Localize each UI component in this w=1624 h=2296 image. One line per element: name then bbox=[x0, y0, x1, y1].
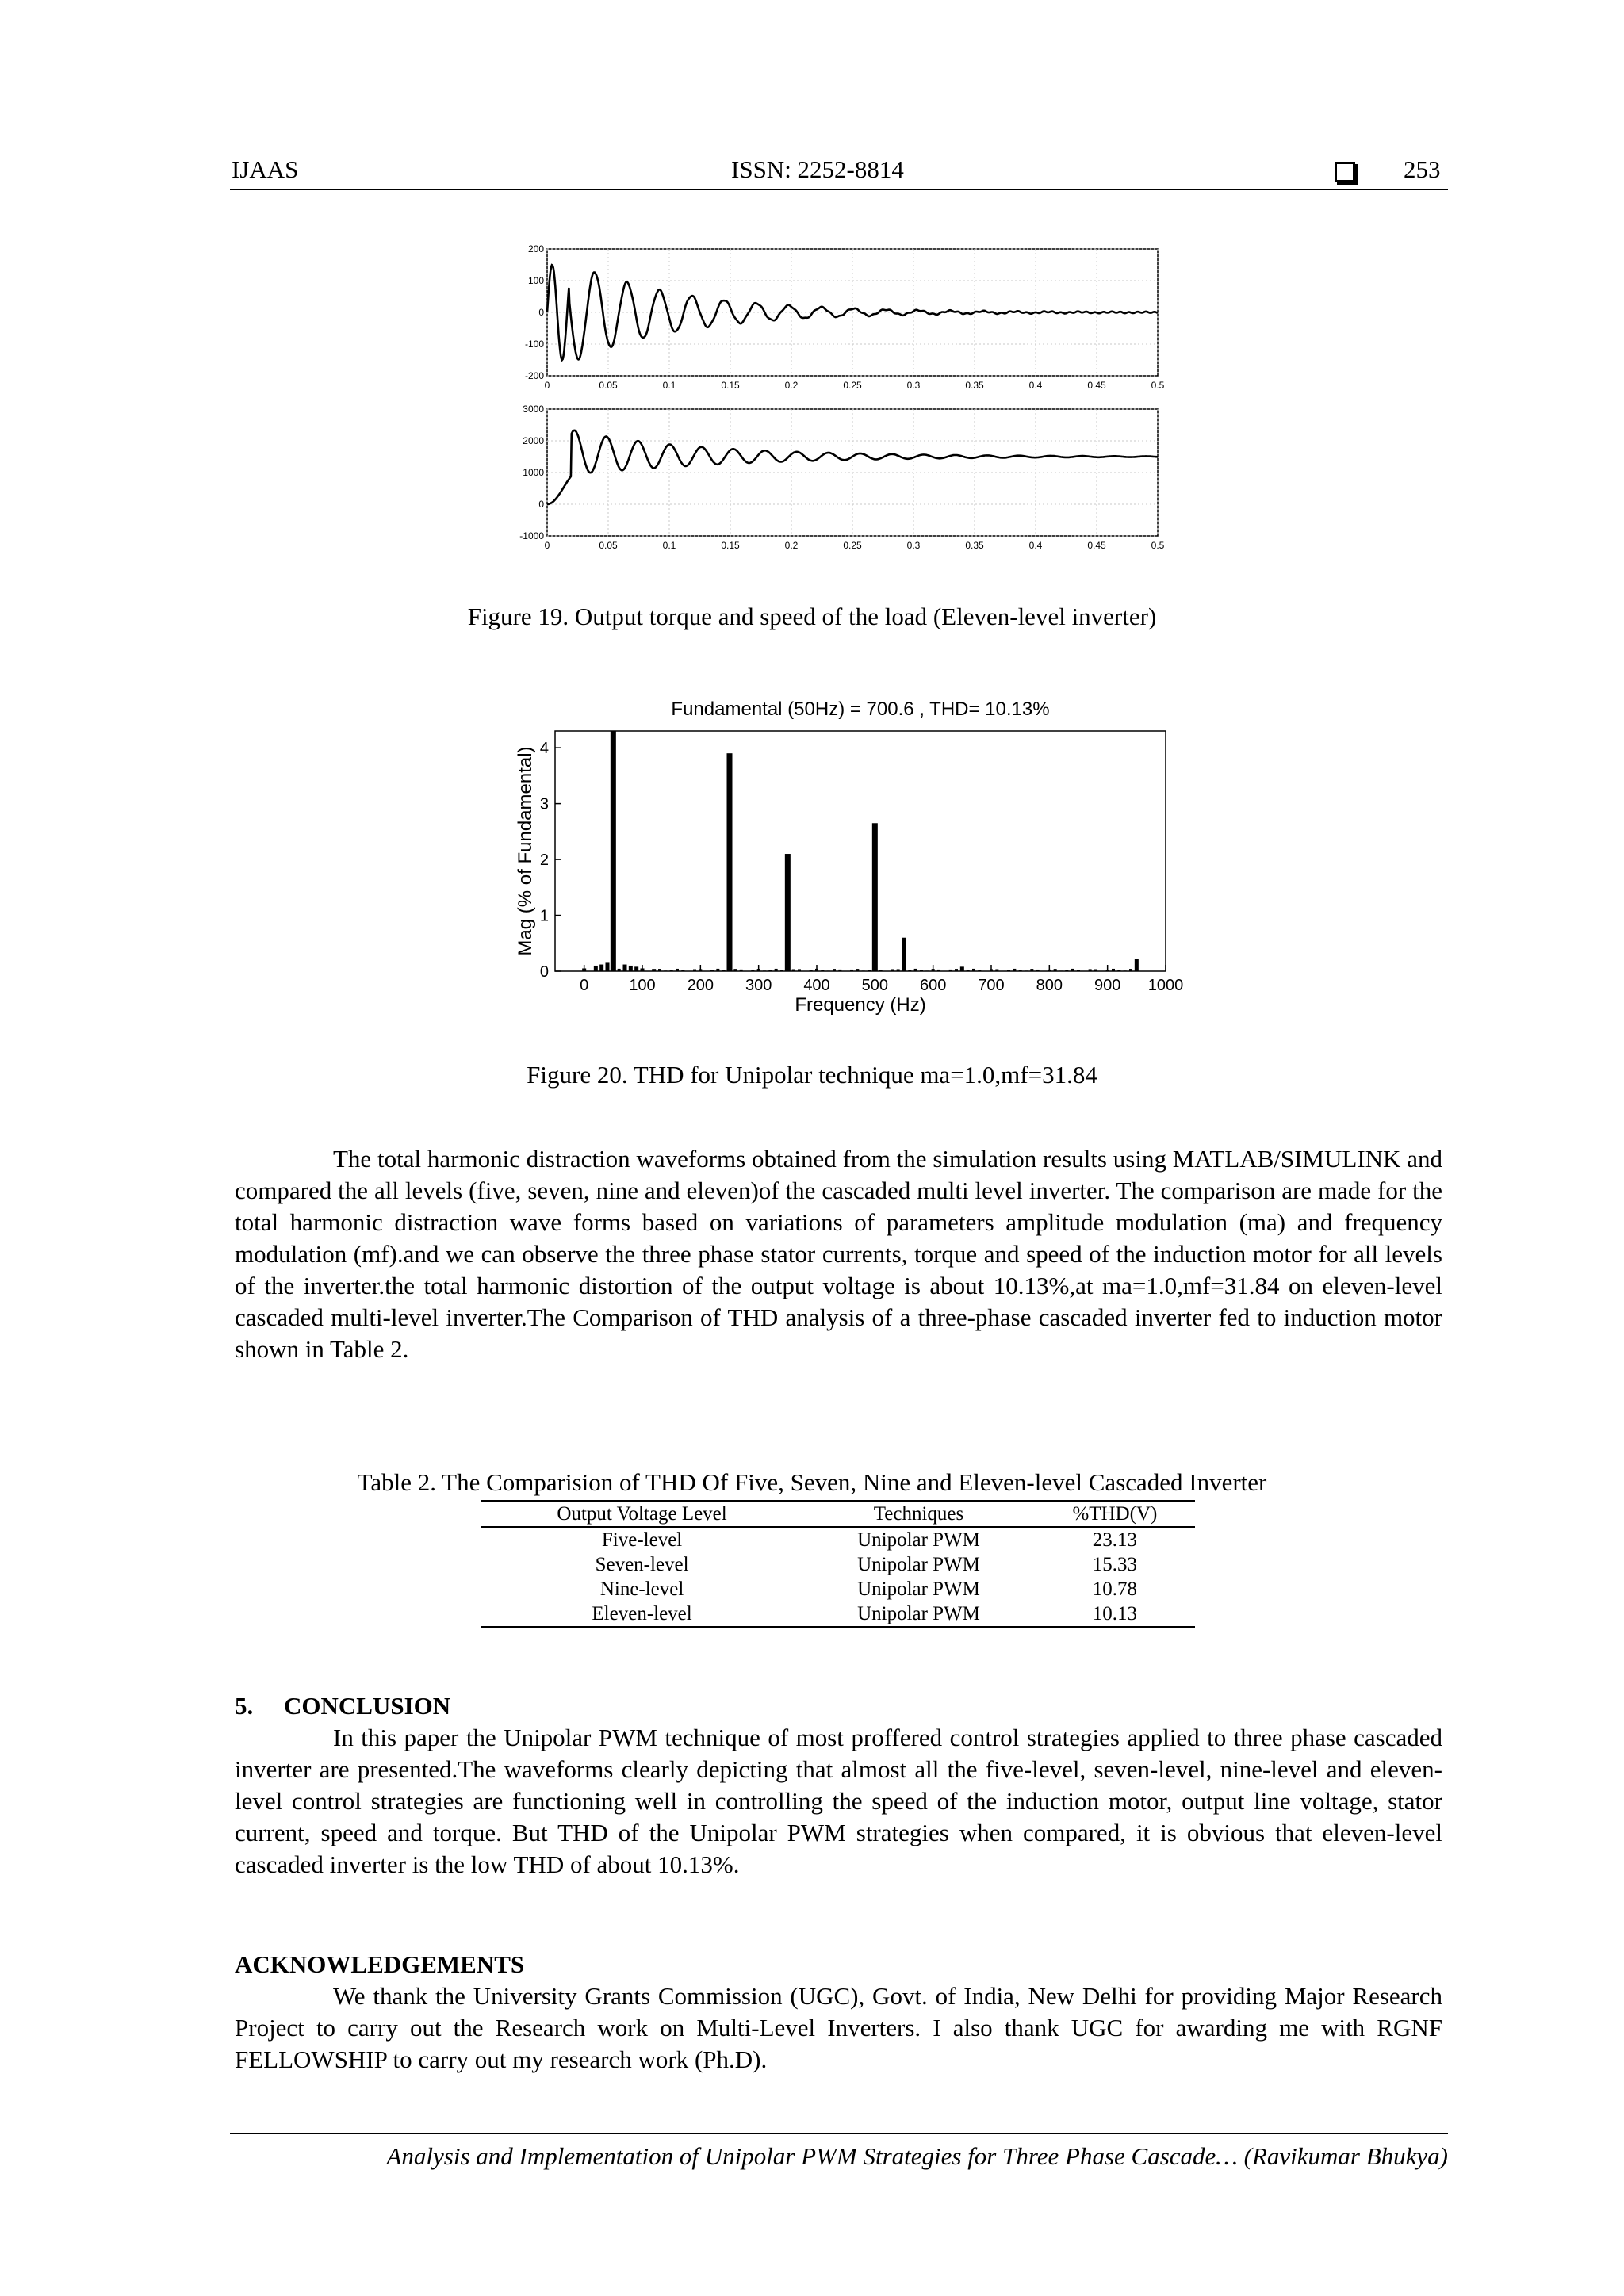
harmonic-bar-minor bbox=[1129, 969, 1132, 971]
y-tick-label: -1000 bbox=[519, 530, 544, 541]
x-tick-label: 0.5 bbox=[1151, 540, 1165, 551]
table-cell: 23.13 bbox=[1092, 1529, 1138, 1551]
thd-spectrum bbox=[515, 698, 1183, 1016]
harmonic-bar-minor bbox=[856, 969, 859, 971]
plot-frame bbox=[555, 731, 1166, 971]
x-tick-label: 300 bbox=[745, 977, 772, 994]
harmonic-bar bbox=[902, 938, 906, 971]
harmonic-bar-minor bbox=[716, 969, 719, 971]
y-tick-label: 0 bbox=[538, 307, 544, 318]
harmonic-bar-minor bbox=[751, 970, 754, 971]
table-cell: Eleven-level bbox=[481, 1601, 802, 1628]
journal-name: IJAAS bbox=[232, 155, 299, 183]
harmonic-bar-minor bbox=[798, 969, 801, 971]
harmonic-bar-minor bbox=[978, 970, 981, 971]
conclusion-paragraph bbox=[235, 1722, 1442, 1881]
table-row bbox=[481, 1601, 1195, 1628]
x-tick-label: 0.4 bbox=[1028, 540, 1043, 551]
harmonic-bar-minor bbox=[1106, 970, 1109, 971]
harmonic-bar-minor bbox=[815, 969, 818, 971]
x-tick-label: 0.05 bbox=[599, 380, 618, 391]
harmonic-bar-minor bbox=[827, 970, 830, 971]
table-cell: Seven-level bbox=[595, 1554, 689, 1575]
harmonic-bar bbox=[727, 753, 733, 971]
figure-19-caption: Figure 19. Output torque and speed of the load (Eleven-level inverter) bbox=[467, 603, 1157, 630]
harmonic-bar bbox=[629, 966, 633, 971]
x-tick-label: 0.3 bbox=[906, 540, 921, 551]
x-tick-label: 0.3 bbox=[906, 380, 921, 391]
harmonic-bar-minor bbox=[937, 970, 940, 971]
harmonic-bar-minor bbox=[681, 970, 684, 971]
x-tick-label: 0.15 bbox=[721, 540, 740, 551]
x-tick-label: 0.5 bbox=[1151, 380, 1165, 391]
harmonic-bar bbox=[599, 965, 603, 971]
issn: ISSN: 2252-8814 bbox=[731, 155, 904, 183]
x-tick-label: 700 bbox=[978, 977, 1005, 994]
table-header: %THD(V) bbox=[1035, 1501, 1195, 1527]
harmonic-bar-minor bbox=[967, 970, 970, 971]
x-tick-label: 1000 bbox=[1147, 977, 1184, 994]
harmonic-bar-minor bbox=[990, 969, 993, 971]
harmonic-bar-minor bbox=[658, 969, 661, 971]
table-2-caption: Table 2. The Comparision of THD Of Five, Seven, Nine and Eleven-level Cascaded Inverter bbox=[357, 1468, 1267, 1496]
harmonic-bar-minor bbox=[676, 969, 679, 971]
harmonic-bar-minor bbox=[908, 970, 911, 971]
harmonic-bar-minor bbox=[1030, 969, 1033, 971]
table-cell: 15.33 bbox=[1092, 1554, 1138, 1575]
x-tick-label: 0.45 bbox=[1087, 380, 1106, 391]
x-tick-label: 0.35 bbox=[965, 380, 984, 391]
y-tick-label: 0 bbox=[539, 963, 549, 981]
y-axis-label: Mag (% of Fundamental) bbox=[515, 746, 536, 956]
figure-20-caption: Figure 20. THD for Unipolar technique ma=1.0,mf=31.84 bbox=[527, 1061, 1097, 1089]
x-tick-label: 0 bbox=[544, 380, 550, 391]
harmonic-bar-minor bbox=[1089, 969, 1092, 971]
x-tick-label: 100 bbox=[629, 977, 656, 994]
harmonic-bar-minor bbox=[1117, 970, 1120, 971]
harmonic-bar-minor bbox=[850, 970, 853, 971]
harmonic-bar-minor bbox=[768, 970, 772, 971]
harmonic-bar-minor bbox=[862, 970, 865, 971]
x-tick-label: 0 bbox=[580, 977, 589, 994]
y-tick-label: 1000 bbox=[523, 467, 544, 478]
y-tick-label: -100 bbox=[524, 339, 544, 350]
harmonic-bar-minor bbox=[763, 970, 766, 971]
harmonic-bar-minor bbox=[792, 970, 795, 971]
x-tick-label: 0.2 bbox=[784, 380, 799, 391]
harmonic-bar-minor bbox=[1065, 970, 1068, 971]
conclusion-heading: 5. CONCLUSION bbox=[235, 1692, 451, 1720]
y-tick-label: 2 bbox=[539, 851, 549, 870]
harmonic-bar bbox=[582, 968, 586, 971]
harmonic-bar-minor bbox=[925, 970, 929, 971]
harmonic-bar-minor bbox=[710, 970, 714, 971]
x-tick-label: 0.1 bbox=[662, 380, 676, 391]
x-tick-label: 0.4 bbox=[1028, 380, 1043, 391]
x-tick-label: 500 bbox=[861, 977, 889, 994]
harmonic-bar bbox=[611, 731, 616, 971]
harmonic-bar-minor bbox=[1054, 969, 1057, 971]
harmonic-bar-minor bbox=[1094, 970, 1097, 971]
harmonic-bar-minor bbox=[1019, 970, 1022, 971]
harmonic-bar-minor bbox=[1077, 970, 1080, 971]
table-cell: Unipolar PWM bbox=[802, 1601, 1035, 1628]
x-tick-label: 200 bbox=[687, 977, 714, 994]
table-cell: Unipolar PWM bbox=[857, 1554, 980, 1575]
x-tick-label: 0.45 bbox=[1087, 540, 1106, 551]
table-cell: 10.13 bbox=[1035, 1601, 1195, 1628]
x-tick-label: 0.25 bbox=[843, 540, 862, 551]
y-tick-label: 0 bbox=[538, 499, 544, 510]
x-tick-label: 900 bbox=[1094, 977, 1121, 994]
table-cell: Nine-level bbox=[599, 1578, 684, 1600]
harmonic-bar-minor bbox=[932, 969, 935, 971]
x-tick-label: 0.35 bbox=[965, 540, 984, 551]
harmonic-bar-minor bbox=[891, 969, 894, 971]
x-tick-label: 0.2 bbox=[784, 540, 799, 551]
harmonic-bar bbox=[785, 854, 791, 971]
harmonic-bar-minor bbox=[1124, 970, 1127, 971]
harmonic-bar-minor bbox=[914, 969, 917, 971]
harmonic-bar bbox=[594, 966, 598, 971]
x-tick-label: 0.1 bbox=[662, 540, 676, 551]
harmonic-bar-minor bbox=[722, 970, 726, 971]
harmonic-bar-minor bbox=[920, 970, 923, 971]
harmonic-bar-minor bbox=[810, 970, 813, 971]
header-rule bbox=[230, 189, 1448, 190]
harmonic-bar-minor bbox=[670, 970, 673, 971]
harmonic-bar-minor bbox=[1007, 970, 1010, 971]
y-tick-label: 2000 bbox=[523, 435, 544, 446]
table-header: Techniques bbox=[802, 1501, 1035, 1527]
x-tick-label: 0.25 bbox=[843, 380, 862, 391]
table-row bbox=[481, 1577, 1195, 1601]
conclusion-text: In this paper the Unipolar PWM technique of most proffered control strategies applied to three phase cascaded inverter are presented.The waveforms clearly depicting that almost all the five-level, seven-level, nine-level and eleven-level control strategies are functioning well in controlling the speed of the induction motor, output line voltage, stator current, speed and torque. But THD of the Unipolar PWM strategies when compared, it is obvious that eleven-level cascaded inverter is the low THD of about 10.13%. bbox=[235, 1724, 1442, 1878]
harmonic-bar bbox=[623, 965, 627, 971]
harmonic-bar-minor bbox=[699, 969, 702, 971]
harmonic-bar-minor bbox=[775, 969, 778, 971]
x-tick-label: 600 bbox=[919, 977, 947, 994]
y-tick-label: 4 bbox=[539, 740, 549, 758]
acknowledgements-heading: ACKNOWLEDGEMENTS bbox=[235, 1950, 525, 1978]
harmonic-bar-minor bbox=[664, 970, 667, 971]
harmonic-bar-minor bbox=[1071, 969, 1074, 971]
x-tick-label: 0 bbox=[544, 540, 550, 551]
table-row bbox=[481, 1527, 1195, 1552]
table-row bbox=[481, 1552, 1195, 1577]
harmonic-bar-minor bbox=[618, 969, 621, 971]
harmonic-bar-minor bbox=[1013, 969, 1016, 971]
x-axis-label: Frequency (Hz) bbox=[795, 994, 926, 1016]
running-footer: Analysis and Implementation of Unipolar PWM Strategies for Three Phase Cascade… (Ravikumar Bhukya) bbox=[386, 2142, 1448, 2170]
x-tick-label: 0.15 bbox=[721, 380, 740, 391]
box-icon bbox=[1335, 160, 1355, 189]
acknowledgements-paragraph bbox=[235, 1980, 1442, 2076]
y-tick-label: 200 bbox=[527, 243, 544, 254]
harmonic-bar-minor bbox=[757, 969, 760, 971]
y-tick-label: 1 bbox=[539, 907, 549, 925]
harmonic-bar-minor bbox=[733, 969, 737, 971]
harmonic-bar-minor bbox=[879, 970, 883, 971]
harmonic-bar-minor bbox=[740, 970, 743, 971]
table-cell: Five-level bbox=[601, 1529, 683, 1551]
footer-rule bbox=[230, 2133, 1448, 2134]
harmonic-bar bbox=[634, 966, 638, 971]
table-header: Output Voltage Level bbox=[481, 1501, 802, 1527]
harmonic-bar bbox=[960, 966, 964, 971]
chart-title: Fundamental (50Hz) = 700.6 , THD= 10.13% bbox=[671, 698, 1050, 720]
torque-plot bbox=[525, 243, 1165, 391]
harmonic-bar-minor bbox=[1025, 970, 1028, 971]
harmonic-bar bbox=[652, 969, 656, 971]
harmonic-bar-minor bbox=[1112, 969, 1115, 971]
harmonic-bar-minor bbox=[897, 969, 900, 971]
table-cell: 10.78 bbox=[1092, 1578, 1138, 1600]
harmonic-bar bbox=[1135, 959, 1139, 971]
harmonic-bar-minor bbox=[1048, 970, 1051, 971]
harmonic-bar-minor bbox=[838, 970, 841, 971]
acknowledgements-text: We thank the University Grants Commission (UGC), Govt. of India, New Delhi for providing Major Research Project to carry out the Research work on Multi-Level Inverters. I also thank UGC for awarding me with RGNF FELLOWSHIP to carry out my research work (Ph.D). bbox=[235, 1982, 1442, 2073]
harmonic-bar-minor bbox=[955, 969, 958, 971]
harmonic-bar-minor bbox=[1036, 970, 1040, 971]
y-tick-label: 3000 bbox=[523, 404, 544, 415]
harmonic-bar-minor bbox=[972, 969, 975, 971]
body-paragraph-text: The total harmonic distraction waveforms obtained from the simulation results using MATLAB/SIMULINK and compared the all levels (five, seven, nine and eleven)of the cascaded multi level inverter. The comparison are made for the total harmonic distraction wave forms based on variations of parameters amplitude modulation (ma) and frequency modulation (mf).and we can observe the three phase stator currents, torque and speed of the induction motor for all levels of the inverter.the total harmonic distortion of the output voltage is about 10.13%,at ma=1.0,mf=31.84 on eleven-level cascaded multi-level inverter.The Comparison of THD analysis of a three-phase cascaded inverter fed to induction motor shown in Table 2. bbox=[235, 1145, 1442, 1363]
figure-19 bbox=[500, 236, 1166, 561]
x-tick-label: 800 bbox=[1036, 977, 1063, 994]
page-number: 253 bbox=[1404, 155, 1441, 183]
harmonic-bar-minor bbox=[821, 970, 824, 971]
harmonic-bar-minor bbox=[693, 970, 696, 971]
table-2 bbox=[481, 1500, 1195, 1628]
harmonic-bar-minor bbox=[833, 969, 836, 971]
x-tick-label: 400 bbox=[803, 977, 830, 994]
y-tick-label: -200 bbox=[524, 370, 544, 381]
harmonic-bar-minor bbox=[1059, 970, 1063, 971]
harmonic-bar bbox=[872, 823, 878, 971]
speed-plot bbox=[519, 404, 1164, 551]
x-tick-label: 0.05 bbox=[599, 540, 618, 551]
harmonic-bar-minor bbox=[995, 969, 998, 971]
figure-20-thd-chart bbox=[515, 690, 1184, 1023]
harmonic-bar bbox=[606, 962, 610, 971]
harmonic-bar-minor bbox=[868, 970, 871, 971]
harmonic-bar-minor bbox=[949, 970, 952, 971]
y-tick-label: 100 bbox=[527, 275, 544, 286]
table-cell: Unipolar PWM bbox=[857, 1578, 980, 1600]
harmonic-bar bbox=[641, 968, 645, 971]
y-tick-label: 3 bbox=[539, 795, 549, 813]
harmonic-bar-minor bbox=[780, 970, 783, 971]
body-paragraph bbox=[235, 1143, 1442, 1365]
table-cell: Unipolar PWM bbox=[857, 1529, 980, 1551]
